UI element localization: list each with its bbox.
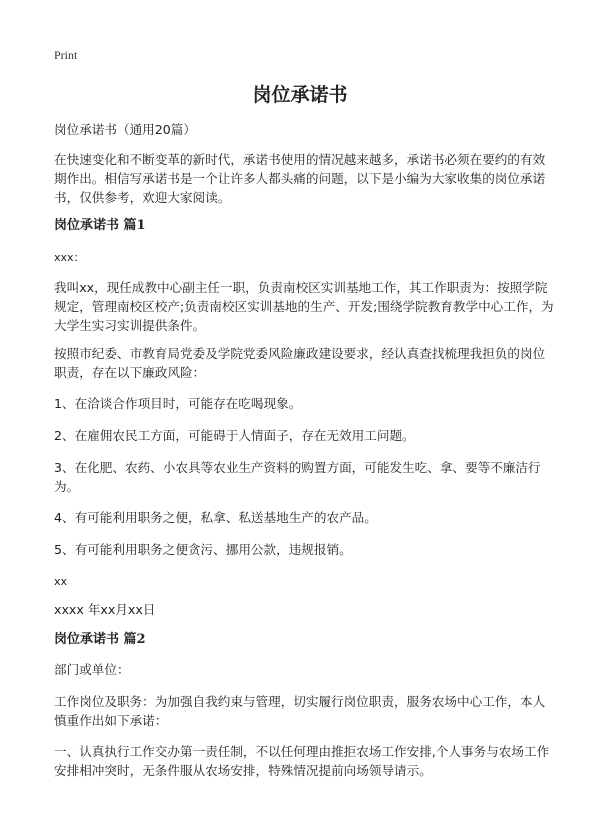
date-line: xxxx 年xx月xx日	[54, 602, 156, 617]
signature: xx	[54, 575, 68, 588]
section1-paragraph-2	[54, 344, 554, 382]
salutation: xxx：	[54, 251, 85, 264]
section1-paragraph-1-text: 我叫xx，现任成教中心副主任一职，负责南校区实训基地工作，其工作职责为：按照学院规定，管理南校区校产;负责南校区实训基地的生产、开发;围绕学院教育教学中心工作，为大学生实习实训提供条件。	[54, 280, 554, 333]
section2-paragraph-2	[54, 742, 554, 780]
list-item: 3、在化肥、农药、小农具等农业生产资料的购置方面，可能发生吃、拿、要等不廉洁行为。	[54, 460, 541, 494]
section2-paragraph-1-text: 工作岗位及职务：为加强自我约束与管理，切实履行岗位职责，服务农场中心工作，本人慎重作出如下承诺：	[54, 694, 546, 728]
section1-heading: 岗位承诺书 篇1	[54, 218, 146, 233]
intro-paragraph	[54, 150, 554, 207]
section2-heading: 岗位承诺书 篇2	[54, 632, 146, 647]
page-title: 岗位承诺书	[252, 84, 348, 106]
subtitle-text: 岗位承诺书（通用20篇）	[54, 122, 196, 137]
intro-text: 在快速变化和不断变革的新时代，承诺书使用的情况越来越多，承诺书必须在要约的有效期作出。相信写承诺书是一个让许多人都头痛的问题，以下是小编为大家收集的岗位承诺书，仅供参考，欢迎大家阅读。	[54, 152, 546, 205]
section1-paragraph-1	[54, 278, 554, 335]
list-item: 1、在洽谈合作项目时，可能存在吃喝现象。	[54, 396, 302, 411]
list-item: 4、有可能利用职务之便，私拿、私送基地生产的农产品。	[54, 510, 377, 525]
section2-paragraph-2-text: 一、认真执行工作交办第一责任制，不以任何理由推拒农场工作安排,个人事务与农场工作安排相冲突时，无条件服从农场安排，特殊情况提前向场领导请示。	[54, 744, 550, 778]
subtitle	[54, 120, 554, 139]
department-line: 部门或单位：	[54, 662, 130, 677]
list-item: 5、有可能利用职务之便贪污、挪用公款，违规报销。	[54, 542, 352, 557]
print-link[interactable]: Print	[54, 48, 78, 62]
list-item: 2、在雇佣农民工方面，可能碍于人情面子，存在无效用工问题。	[54, 428, 415, 443]
section1-paragraph-2-text: 按照市纪委、市教育局党委及学院党委风险廉政建设要求，经认真查找梳理我担负的岗位职责，存在以下廉政风险：	[54, 346, 546, 380]
section2-paragraph-1	[54, 692, 554, 730]
